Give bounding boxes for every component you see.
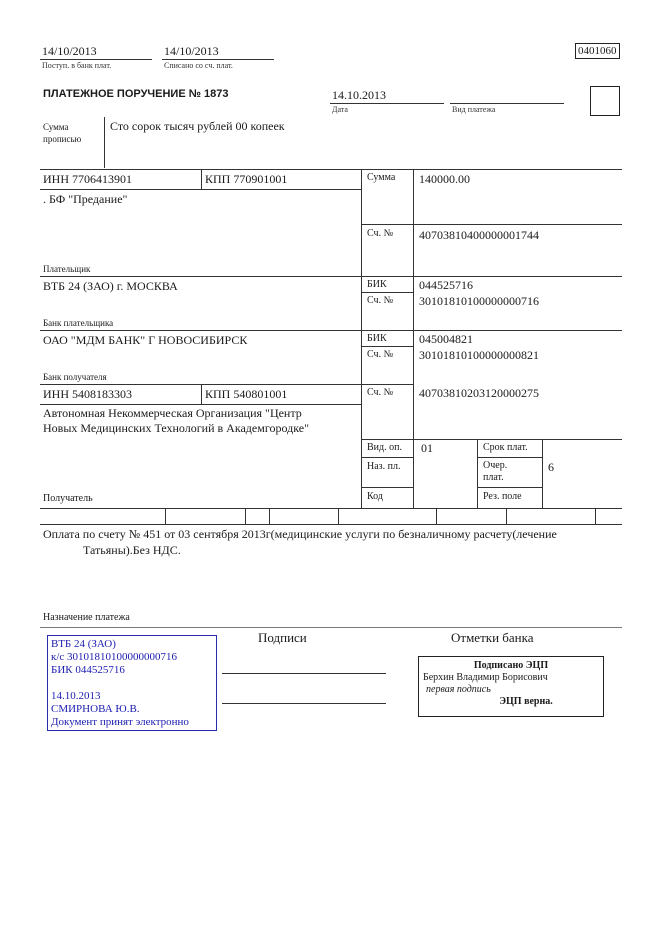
- due-label: Срок плат.: [483, 442, 528, 453]
- payer-bank-name: ВТБ 24 (ЗАО) г. МОСКВА: [43, 279, 178, 293]
- payer-account-label: Сч. №: [367, 228, 394, 239]
- payee-account-label: Сч. №: [367, 387, 394, 398]
- document-title: ПЛАТЕЖНОЕ ПОРУЧЕНИЕ № 1873: [43, 88, 229, 100]
- amount-words-label-line2: прописью: [43, 134, 82, 144]
- document-date-label: Дата: [332, 105, 348, 114]
- bank-marks-label: Отметки банка: [451, 630, 534, 645]
- payee-bank-label: Банк получателя: [43, 372, 107, 382]
- payer-label: Плательщик: [43, 264, 91, 274]
- e-signature-role: первая подпись: [426, 684, 491, 695]
- payer-bank-bik-label: БИК: [367, 279, 387, 290]
- payer-kpp: КПП 770901001: [205, 172, 288, 186]
- payee-bank-account: 30101810100000000821: [419, 348, 539, 362]
- e-signature-signer: Берхин Владимир Борисович: [423, 672, 548, 683]
- payee-account: 40703810203120000275: [419, 386, 539, 400]
- stamp-line6: Документ принят электронно: [51, 716, 189, 728]
- payee-kpp: КПП 540801001: [205, 387, 288, 401]
- code-label: Код: [367, 491, 383, 502]
- stamp-line2: к/с 30101810100000000716: [51, 651, 178, 663]
- date-debited: 14/10/2013: [164, 44, 219, 58]
- purpose-line2: Татьяны).Без НДС.: [83, 543, 181, 557]
- date-debited-label: Списано со сч. плат.: [164, 61, 233, 70]
- purpose-text: [43, 526, 557, 558]
- reserve-label: Рез. поле: [483, 491, 522, 502]
- priority-value: 6: [548, 460, 554, 474]
- payer-bank-account-label: Сч. №: [367, 295, 394, 306]
- payee-name-line1: Автономная Некоммерческая Организация "Центр: [43, 406, 302, 420]
- stamp-line4: 14.10.2013: [51, 690, 101, 702]
- payee-name: [43, 406, 309, 436]
- amount-value: 140000.00: [419, 172, 470, 186]
- date-received-label: Поступ. в банк плат.: [42, 61, 112, 70]
- payee-label: Получатель: [43, 493, 93, 504]
- priority-label: [483, 460, 507, 484]
- document-date: 14.10.2013: [332, 88, 386, 102]
- payee-bank-bik-label: БИК: [367, 333, 387, 344]
- payer-bank-bik: 044525716: [419, 278, 473, 292]
- payer-name: . БФ "Предание": [43, 192, 128, 206]
- purpose-label: Назначение платежа: [43, 612, 130, 623]
- purpose-code-label: Наз. пл.: [367, 461, 401, 472]
- form-code: 0401060: [575, 43, 620, 59]
- stamp-line3: БИК 044525716: [51, 664, 125, 676]
- payee-bank-bik: 045004821: [419, 332, 473, 346]
- amount-words-label-line1: Сумма: [43, 122, 69, 132]
- e-signature-title: Подписано ЭЦП: [473, 660, 549, 671]
- payer-inn: ИНН 7706413901: [43, 172, 132, 186]
- payer-account: 40703810400000001744: [419, 228, 539, 242]
- payee-bank-account-label: Сч. №: [367, 349, 394, 360]
- op-type-label: Вид. оп.: [367, 442, 402, 453]
- priority-label-line1: Очер.: [483, 460, 508, 471]
- amount-words-label: [43, 121, 81, 145]
- payment-type-box: [590, 86, 620, 116]
- purpose-line1: Оплата по счету № 451 от 03 сентября 2013г(медицинские услуги по безналичному расчету(лечение: [43, 527, 557, 541]
- e-signature-box: [418, 656, 604, 717]
- amount-words-value: Сто сорок тысяч рублей 00 копеек: [110, 119, 285, 133]
- signatures-label: Подписи: [258, 630, 307, 645]
- date-received: 14/10/2013: [42, 44, 97, 58]
- priority-label-line2: плат.: [483, 472, 504, 483]
- amount-label: Сумма: [367, 172, 396, 183]
- e-signature-status: ЭЦП верна.: [499, 696, 553, 707]
- stamp-line5: СМИРНОВА Ю.В.: [51, 703, 140, 715]
- stamp-line1: ВТБ 24 (ЗАО): [51, 638, 116, 650]
- payee-inn: ИНН 5408183303: [43, 387, 132, 401]
- payer-bank-label: Банк плательщика: [43, 318, 114, 328]
- payment-type-label: Вид платежа: [452, 105, 496, 114]
- bank-stamp: [47, 635, 217, 731]
- op-type: 01: [421, 441, 433, 455]
- payee-name-line2: Новых Медицинских Технологий в Академгородке": [43, 421, 309, 435]
- payee-bank-name: ОАО "МДМ БАНК" Г НОВОСИБИРСК: [43, 333, 248, 347]
- payer-bank-account: 30101810100000000716: [419, 294, 539, 308]
